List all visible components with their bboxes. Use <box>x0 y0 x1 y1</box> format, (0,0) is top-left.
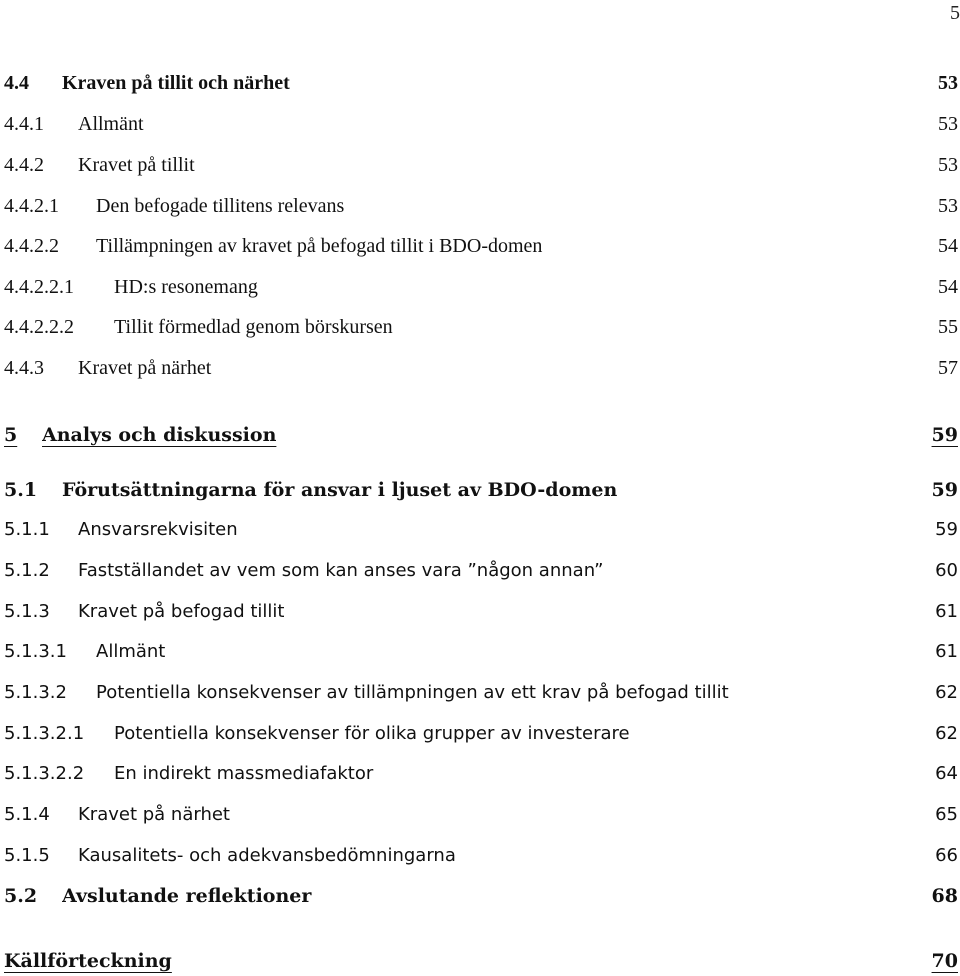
toc-entry-title: Kravet på tillit <box>78 154 195 176</box>
toc-entry-title: Kausalitets- och adekvansbedömningarna <box>78 845 456 866</box>
toc-entry-title: Potentiella konsekvenser av tillämpningen av ett krav på befogad tillit <box>96 682 729 703</box>
toc-entry-number: 4.4.2.1 <box>4 195 59 217</box>
toc-entry-number: 5.1 <box>4 479 38 501</box>
toc-entry-number: 5.1.5 <box>4 845 50 866</box>
toc-entry-number: 5.1.3.2 <box>4 682 67 703</box>
toc-entry-number: 5.1.4 <box>4 804 50 825</box>
toc-entry-4-4-1[interactable] <box>4 109 958 139</box>
toc-entry-4-4-2-1[interactable] <box>4 191 958 221</box>
toc-entry-title: En indirekt massmediafaktor <box>114 763 374 784</box>
toc-entry-page: 57 <box>938 357 958 379</box>
toc-entry-5-1-3-2-2[interactable] <box>4 759 958 789</box>
toc-entry-page: 55 <box>938 316 958 338</box>
page-number: 5 <box>950 2 960 24</box>
toc-entry-number: 5.1.3.2.1 <box>4 723 85 744</box>
toc-entry-5-1-3-2[interactable] <box>4 678 958 708</box>
toc-entry-page: 53 <box>938 113 958 135</box>
toc-entry-title: Fastställandet av vem som kan anses vara ”någon annan” <box>78 560 604 581</box>
toc-entry-4-4-2[interactable] <box>4 150 958 180</box>
toc-entry-title: Tillit förmedlad genom börskursen <box>114 316 393 338</box>
toc-entry-4-4-3[interactable] <box>4 353 958 383</box>
toc-entry-page: 62 <box>935 682 958 703</box>
toc-entry-number: 5.1.2 <box>4 560 50 581</box>
toc-entry-4-4[interactable] <box>4 68 958 98</box>
toc-entry-number: 4.4.1 <box>4 113 44 135</box>
toc-entry-5-1-3-1[interactable] <box>4 637 958 667</box>
toc-entry-page: 59 <box>931 479 958 501</box>
toc-entry-number: 4.4.3 <box>4 357 44 379</box>
toc-entry-number: 5.1.3.1 <box>4 641 67 662</box>
toc-entry-page: 53 <box>938 72 958 94</box>
toc-entry-page: 59 <box>931 424 958 446</box>
toc-entry-page: 62 <box>935 723 958 744</box>
toc-entry-page: 70 <box>931 950 958 972</box>
toc-entry-page: 68 <box>931 885 958 907</box>
toc-entry-page: 53 <box>938 195 958 217</box>
toc-entry-page: 61 <box>935 601 958 622</box>
toc-entry-page: 59 <box>935 519 958 540</box>
toc-entry-title: Ansvarsrekvisiten <box>78 519 238 540</box>
toc-entry-title: Kravet på närhet <box>78 357 212 379</box>
toc-entry-5-1-4[interactable] <box>4 800 958 830</box>
toc-entry-5-1-2[interactable] <box>4 556 958 586</box>
toc-entry-kallforteckning[interactable] <box>4 946 958 976</box>
toc-entry-5-1-3-2-1[interactable] <box>4 719 958 749</box>
toc-entry-title: HD:s resonemang <box>114 276 258 298</box>
toc-entry-4-4-2-2-1[interactable] <box>4 272 958 302</box>
toc-entry-title: Kraven på tillit och närhet <box>62 72 290 94</box>
toc-entry-title: Förutsättningarna för ansvar i ljuset av BDO-domen <box>62 479 618 501</box>
toc-entry-page: 65 <box>935 804 958 825</box>
toc-entry-title: Potentiella konsekvenser för olika grupper av investerare <box>114 723 630 744</box>
toc-entry-page: 54 <box>938 235 958 257</box>
toc-entry-number: 4.4.2.2 <box>4 235 59 257</box>
toc-entry-4-4-2-2[interactable] <box>4 231 958 261</box>
toc-entry-page: 66 <box>935 845 958 866</box>
toc-entry-number: 5.1.3 <box>4 601 50 622</box>
toc-entry-5-1[interactable] <box>4 475 958 505</box>
toc-entry-5-2[interactable] <box>4 881 958 911</box>
toc-entry-title: Kravet på närhet <box>78 804 230 825</box>
toc-entry-title: Analys och diskussion <box>42 424 277 446</box>
toc-entry-title: Kravet på befogad tillit <box>78 601 285 622</box>
toc-entry-title: Den befogade tillitens relevans <box>96 195 345 217</box>
toc-entry-5-1-1[interactable] <box>4 515 958 545</box>
toc-entry-number: 4.4 <box>4 72 29 94</box>
toc-entry-number: 4.4.2 <box>4 154 44 176</box>
toc-entry-4-4-2-2-2[interactable] <box>4 312 958 342</box>
toc-entry-title: Källförteckning <box>4 950 172 972</box>
toc-entry-5-1-5[interactable] <box>4 841 958 871</box>
toc-entry-number: 5.1.3.2.2 <box>4 763 85 784</box>
toc-entry-number: 5.2 <box>4 885 38 907</box>
toc-entry-number: 5 <box>4 424 18 446</box>
toc-entry-page: 54 <box>938 276 958 298</box>
toc-entry-5-1-3[interactable] <box>4 597 958 627</box>
toc-entry-title: Allmänt <box>78 113 144 135</box>
toc-entry-page: 64 <box>935 763 958 784</box>
toc-entry-page: 53 <box>938 154 958 176</box>
toc-entry-title: Tillämpningen av kravet på befogad tillit i BDO-domen <box>96 235 543 257</box>
toc-entry-page: 60 <box>935 560 958 581</box>
toc-entry-number: 5.1.1 <box>4 519 50 540</box>
toc-entry-number: 4.4.2.2.2 <box>4 316 74 338</box>
toc-entry-number: 4.4.2.2.1 <box>4 276 74 298</box>
toc-entry-title: Avslutande reflektioner <box>62 885 312 907</box>
toc-entry-title: Allmänt <box>96 641 166 662</box>
toc-entry-page: 61 <box>935 641 958 662</box>
toc-entry-5[interactable] <box>4 420 958 450</box>
